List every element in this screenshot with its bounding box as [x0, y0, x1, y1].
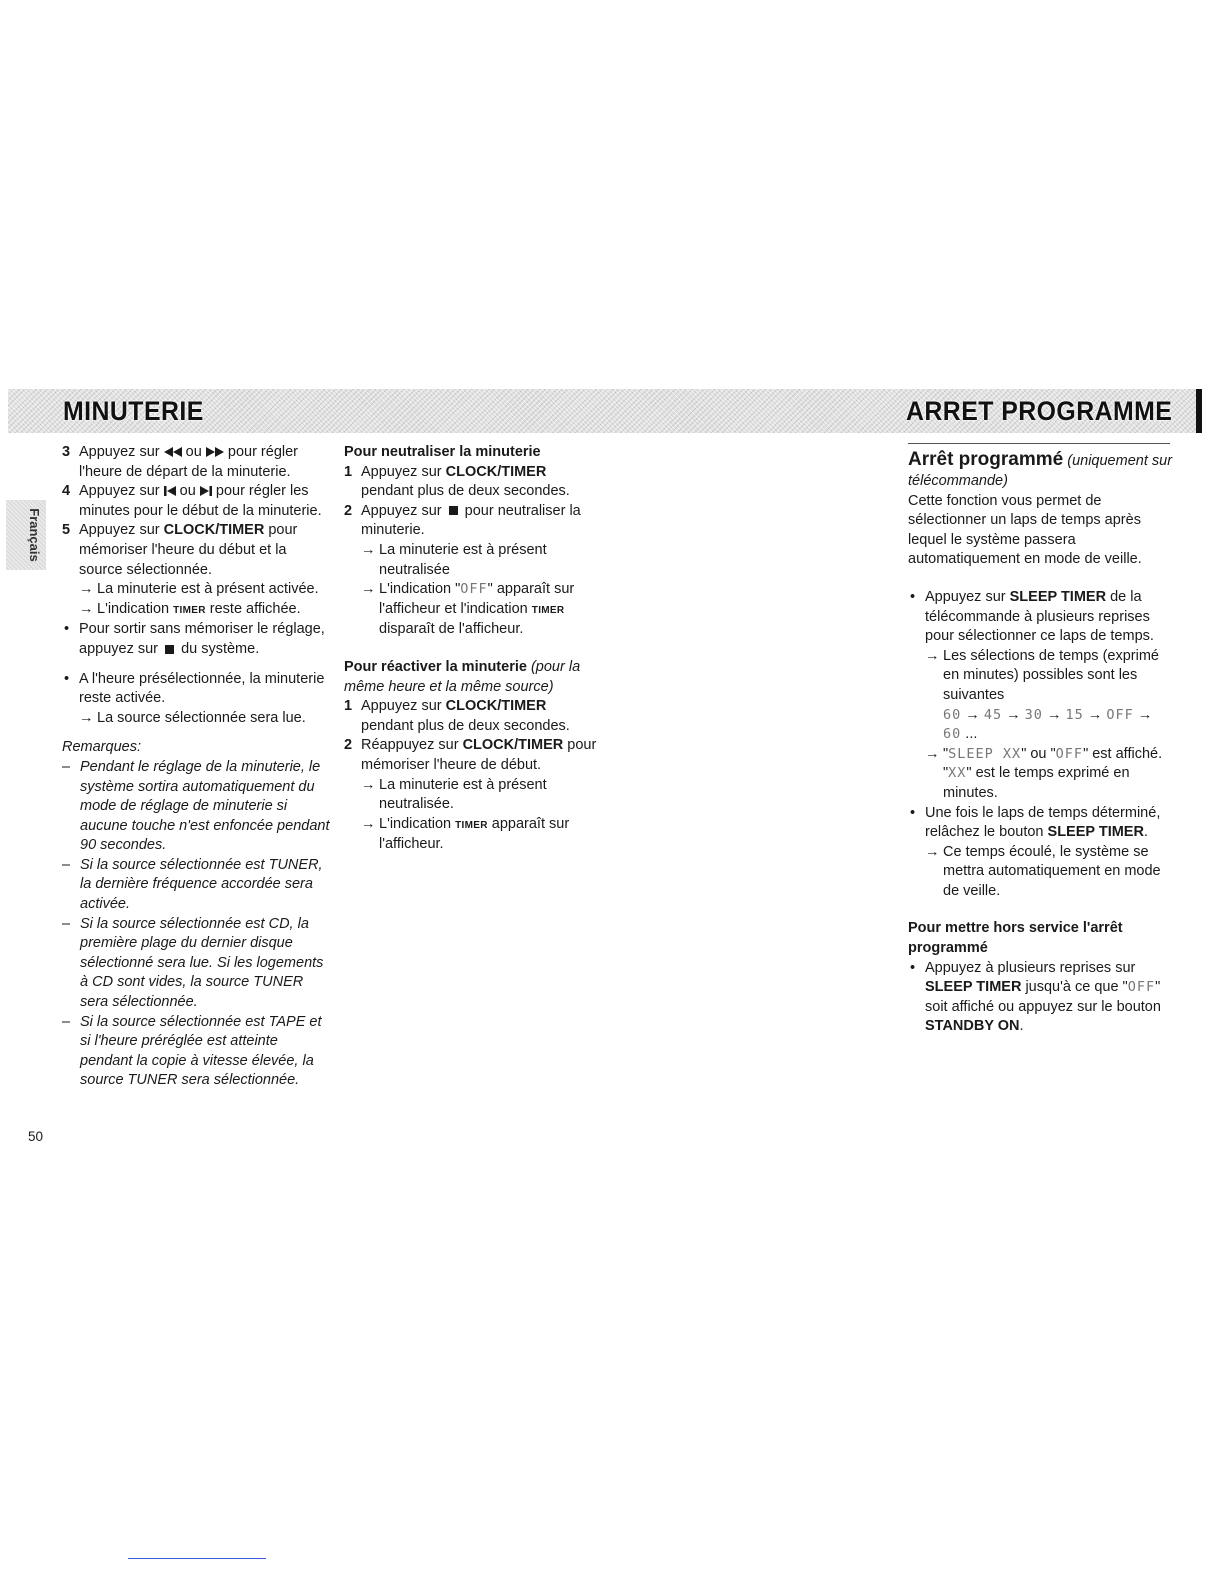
- button-name-sleep-timer: SLEEP TIMER: [1047, 824, 1144, 841]
- step-number: 3: [62, 444, 71, 460]
- step-text: pour régler l'heure de départ de la minuterie.: [79, 444, 298, 480]
- bullet-item: [908, 588, 1173, 804]
- step-number: 2: [344, 737, 353, 754]
- bullet-text: .: [1019, 1018, 1024, 1035]
- remark-item: [62, 856, 330, 915]
- step-text: Appuyez sur: [79, 522, 160, 539]
- dash-icon: –: [62, 856, 71, 873]
- sleep-timer-title: [908, 448, 1173, 492]
- arrow-right-icon: →: [1006, 706, 1021, 723]
- arrow-right-icon: →: [1046, 706, 1062, 723]
- arrow-right-icon: →: [925, 843, 940, 860]
- step-3: [62, 443, 330, 482]
- step-4: [62, 482, 330, 521]
- remarks-heading: Remarques:: [62, 739, 141, 756]
- remark-text: Si la source sélectionnée est CD, la première plage du dernier disque sélectionné sera lue. Si les logements à CD sont vides, la source TUNER sera sélectionnée.: [80, 915, 324, 1011]
- result-text: L'indication: [97, 600, 170, 617]
- bullet-item: [62, 620, 330, 659]
- step-text: pour neutraliser la minuterie.: [361, 502, 581, 539]
- lcd-text-60: 60: [943, 706, 962, 723]
- arrow-right-icon: →: [1137, 706, 1153, 723]
- arrow-right-icon: →: [361, 815, 376, 832]
- title-note: (uniquement sur télécommande): [908, 453, 1173, 489]
- result-arrow-item: [925, 647, 1173, 745]
- remark-item: [62, 758, 330, 856]
- button-name-clock-timer: CLOCK/TIMER: [462, 737, 564, 754]
- lcd-text-60: 60: [943, 726, 962, 743]
- arrow-right-icon: →: [925, 745, 940, 762]
- result-arrow-item: [344, 580, 599, 640]
- result-arrow-item: [62, 580, 330, 600]
- lcd-text-off: OFF: [1055, 745, 1084, 762]
- step-text: Appuyez sur: [79, 483, 160, 500]
- step-5: [62, 521, 330, 580]
- result-text: Ce temps écoulé, le système se mettra automatiquement en mode de veille.: [943, 843, 1161, 899]
- bullet-item: [62, 670, 330, 709]
- arrow-right-icon: →: [965, 706, 980, 723]
- result-text: reste affichée.: [209, 600, 301, 617]
- result-arrow-item: [344, 815, 599, 855]
- stop-icon: [449, 506, 458, 515]
- bullet-icon: •: [910, 804, 916, 821]
- step-text: ou: [179, 483, 196, 500]
- footer-rule: [128, 1558, 266, 1559]
- bullet-text: de la télécommande à plusieurs reprises pour sélectionner ce laps de temps.: [925, 588, 1154, 645]
- result-arrow-item: [62, 600, 330, 621]
- bullet-icon: •: [910, 959, 916, 976]
- section-banner: [8, 389, 1198, 433]
- bullet-text: Appuyez à plusieurs reprises sur: [925, 959, 1136, 976]
- language-tab: [6, 500, 46, 570]
- result-text: Les sélections de temps (exprimé en minutes) possibles sont les suivantes: [943, 647, 1159, 703]
- button-name-standby-on: STANDBY ON: [925, 1018, 1020, 1035]
- result-arrow-item: [925, 745, 1173, 804]
- bullet-text: " soit affiché ou appuyez sur le bouton: [925, 979, 1161, 1015]
- result-text: apparaît sur l'afficheur.: [379, 815, 570, 853]
- section-title-arret-programme: ARRET PROGRAMME: [906, 396, 1173, 426]
- bullet-text: Une fois le laps de temps déterminé, relâchez le bouton: [925, 804, 1161, 841]
- arrow-right-icon: →: [925, 647, 940, 664]
- lcd-text-off: OFF: [1127, 979, 1156, 996]
- step-text: pendant plus de deux secondes.: [361, 483, 570, 500]
- step-number: 4: [62, 483, 71, 500]
- arrow-right-icon: →: [361, 581, 376, 598]
- result-text: disparaît de l'afficheur.: [379, 621, 524, 638]
- remark-text: Si la source sélectionnée est TUNER, la dernière fréquence accordée sera activée.: [80, 856, 323, 913]
- remark-text: Si la source sélectionnée est TAPE et si l'heure préréglée est atteinte pendant la copie à vitesse élevée, la source TUNER sera sélectionnée.: [80, 1013, 322, 1089]
- subheading-note: (pour la même heure et la même source): [344, 658, 581, 695]
- lcd-text-xx: XX: [948, 765, 967, 782]
- result-text: La minuterie est à présent neutralisée.: [379, 776, 547, 813]
- subheading-text: Pour réactiver la minuterie: [344, 658, 527, 675]
- dash-icon: –: [62, 1013, 71, 1030]
- arrow-right-icon: →: [79, 709, 94, 726]
- bullet-text: Pour sortir sans mémoriser le réglage, appuyez sur: [79, 621, 325, 657]
- result-text: " apparaît sur l'afficheur et l'indication: [379, 581, 575, 617]
- button-name-sleep-timer: SLEEP TIMER: [1009, 588, 1107, 605]
- step-number: 2: [344, 502, 353, 519]
- subheading-neutraliser: Pour neutraliser la minuterie: [344, 444, 541, 460]
- step-1: [344, 697, 599, 736]
- fast-forward-icon: [206, 447, 224, 457]
- result-arrow-item: [344, 541, 599, 580]
- display-indicator-timer: TIMER: [455, 819, 488, 831]
- lcd-text-45: 45: [983, 706, 1003, 723]
- result-arrow-item: [62, 709, 330, 729]
- rewind-icon: [164, 447, 182, 457]
- skip-previous-icon: [164, 486, 176, 496]
- step-2: [344, 736, 599, 775]
- step-text: pour mémoriser l'heure de début.: [361, 737, 597, 773]
- step-text: pendant plus de deux secondes.: [361, 717, 570, 734]
- result-text: La minuterie est à présent neutralisée: [379, 541, 547, 578]
- title-text: Arrêt programmé: [908, 449, 1064, 470]
- arrow-right-icon: →: [1087, 706, 1103, 723]
- result-text: " est le temps exprimé en minutes.: [943, 765, 1130, 801]
- result-text: L'indication ": [379, 581, 461, 598]
- subheading-reactiver: [344, 658, 599, 697]
- bullet-text: .: [1143, 824, 1148, 841]
- result-text: La minuterie est à présent activée.: [97, 581, 319, 598]
- result-text: " est affiché. ": [943, 745, 1163, 782]
- bullet-text: Appuyez sur: [925, 588, 1006, 605]
- lcd-text-sleep-xx: SLEEP XX: [948, 745, 1022, 762]
- step-number: 5: [62, 522, 71, 539]
- sleep-sequence: [943, 706, 1173, 745]
- step-text: Appuyez sur: [79, 444, 160, 460]
- step-text: Appuyez sur: [361, 463, 442, 480]
- stop-icon: [165, 645, 174, 654]
- result-text: La source sélectionnée sera lue.: [97, 709, 306, 726]
- step-text: pour régler les minutes pour le début de la minuterie.: [79, 483, 322, 519]
- lcd-text-30: 30: [1024, 706, 1043, 723]
- column-arret-programme: [908, 443, 1173, 1037]
- column-minuterie-control: [344, 443, 599, 855]
- display-indicator-timer: TIMER: [173, 604, 206, 616]
- result-text: ": [943, 745, 949, 762]
- button-name-clock-timer: CLOCK/TIMER: [445, 698, 547, 715]
- step-text: pour mémoriser l'heure du début et la source sélectionnée.: [79, 522, 298, 578]
- arrow-right-icon: →: [79, 581, 94, 598]
- remark-item: [62, 915, 330, 1013]
- intro-paragraph: Cette fonction vous permet de sélectionner un laps de temps après lequel le système passera automatiquement en mode de veille.: [908, 492, 1142, 568]
- result-arrow-item: [925, 843, 1173, 902]
- remark-item: [62, 1013, 330, 1091]
- bullet-item: [908, 959, 1173, 1037]
- button-name-sleep-timer: SLEEP TIMER: [925, 979, 1022, 996]
- lcd-text-off: OFF: [1106, 706, 1134, 723]
- arrow-right-icon: →: [361, 541, 376, 558]
- bullet-text: jusqu'à ce que ": [1025, 979, 1128, 996]
- result-text: L'indication: [379, 815, 452, 832]
- step-text: Réappuyez sur: [361, 737, 459, 754]
- remark-text: Pendant le réglage de la minuterie, le système sortira automatiquement du mode de réglage de minuterie si aucune touche n'est enfoncée pendant 90 secondes.: [80, 758, 330, 854]
- bullet-icon: •: [910, 588, 916, 605]
- step-2: [344, 502, 599, 541]
- ellipsis: ...: [965, 726, 978, 743]
- lcd-text-off: OFF: [460, 581, 488, 598]
- step-number: 1: [344, 698, 353, 715]
- lcd-text-15: 15: [1065, 706, 1084, 723]
- step-text: Appuyez sur: [361, 698, 442, 715]
- dash-icon: –: [62, 758, 71, 775]
- page-number: 50: [28, 1129, 44, 1144]
- bullet-text: du système.: [181, 640, 260, 657]
- result-arrow-item: [344, 776, 599, 815]
- edge-marker: [1196, 389, 1202, 433]
- result-text: " ou ": [1021, 745, 1056, 762]
- arrow-right-icon: →: [361, 776, 376, 793]
- section-title-minuterie: MINUTERIE: [63, 396, 204, 426]
- bullet-item: [908, 804, 1173, 902]
- step-text: ou: [185, 444, 202, 460]
- dash-icon: –: [62, 915, 71, 932]
- step-text: Appuyez sur: [361, 502, 442, 519]
- bullet-icon: •: [64, 670, 70, 687]
- step-1: [344, 463, 599, 502]
- subheading-hors-service: Pour mettre hors service l'arrêt programmé: [908, 920, 1123, 957]
- display-indicator-timer: TIMER: [531, 604, 565, 616]
- skip-next-icon: [200, 486, 212, 496]
- column-minuterie-steps: [62, 443, 330, 1091]
- language-tab-label: Français: [27, 508, 42, 562]
- bullet-icon: •: [64, 621, 70, 638]
- button-name-clock-timer: CLOCK/TIMER: [445, 463, 547, 480]
- section-rule: [908, 443, 1170, 444]
- step-number: 1: [344, 463, 353, 480]
- bullet-text: A l'heure présélectionnée, la minuterie reste activée.: [79, 670, 325, 707]
- arrow-right-icon: →: [79, 600, 94, 617]
- button-name-clock-timer: CLOCK/TIMER: [163, 522, 265, 539]
